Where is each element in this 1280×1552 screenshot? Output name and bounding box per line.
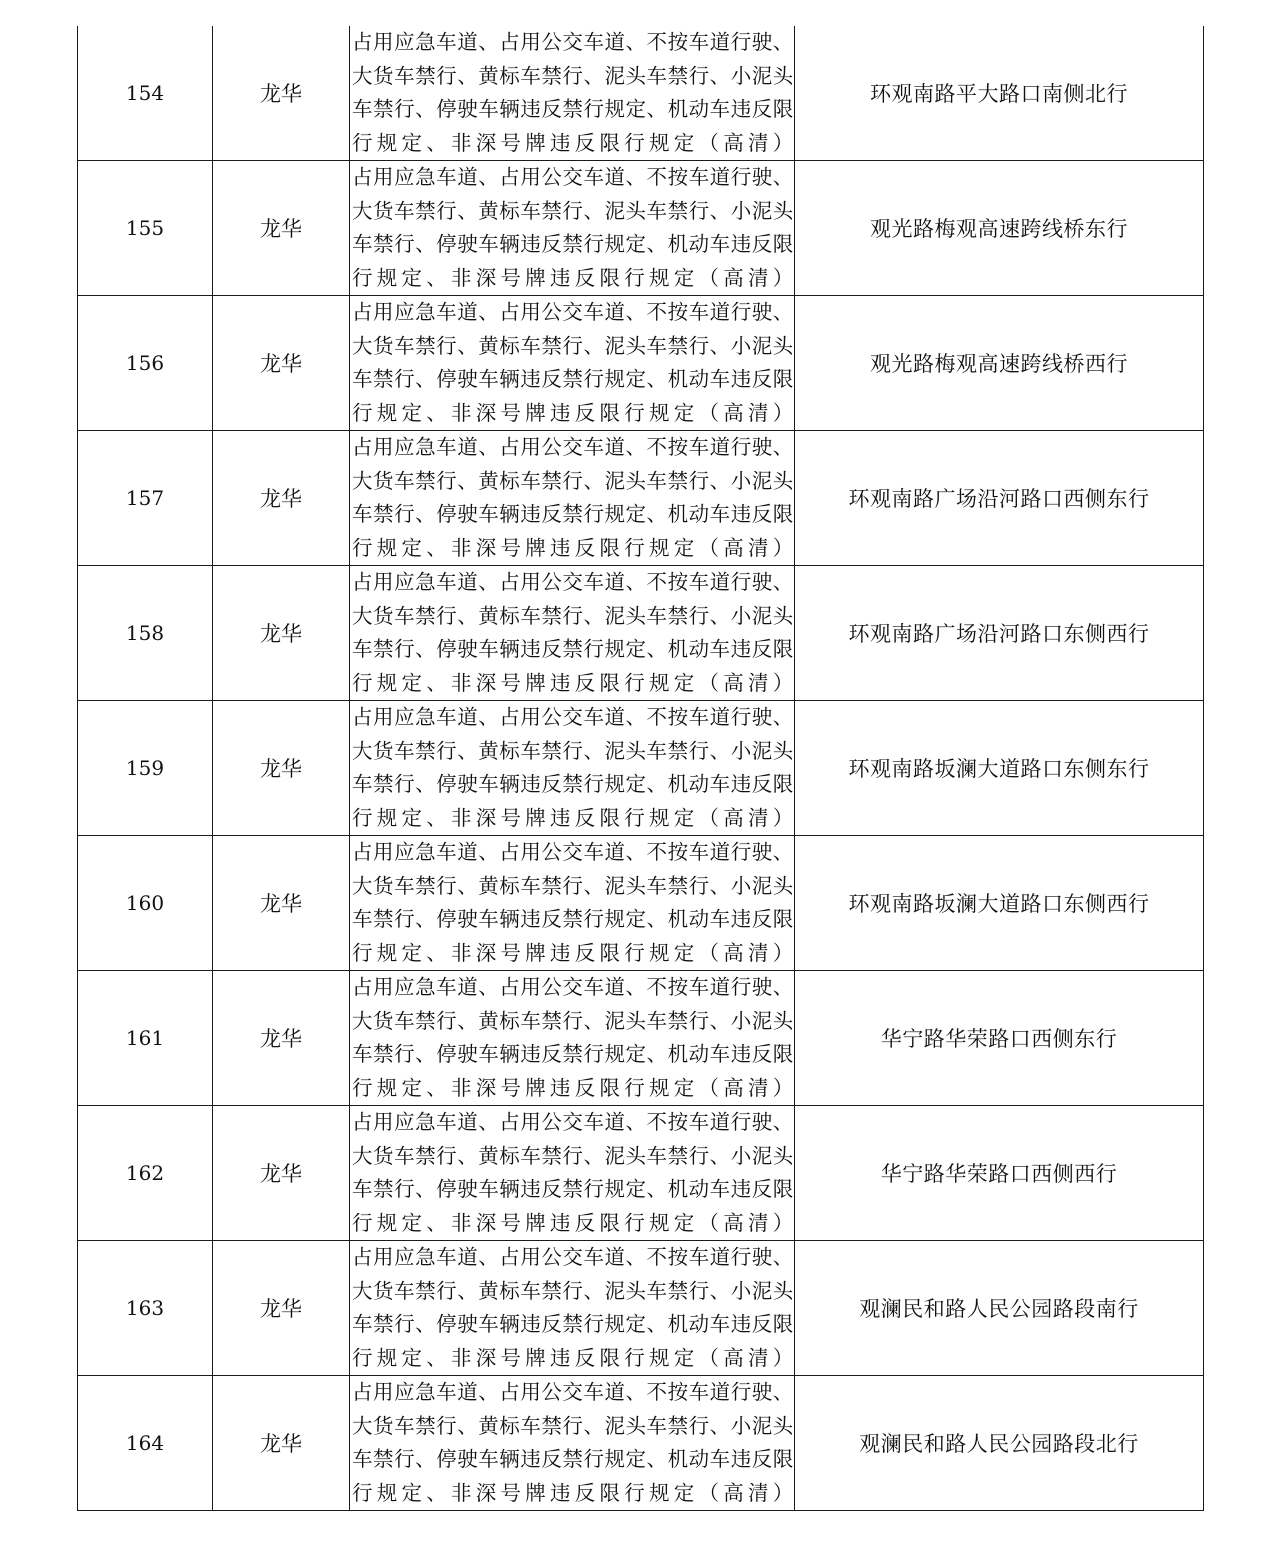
row-number: 163 bbox=[78, 1241, 213, 1376]
violation-types bbox=[350, 1241, 795, 1376]
district: 龙华 bbox=[213, 1241, 350, 1376]
violation-types-text: 占用应急车道、占用公交车道、不按车道行驶、大货车禁行、黄标车禁行、泥头车禁行、小泥头车禁行、停驶车辆违反禁行规定、机动车违反限行规定、非深号牌违反限行规定（高清） bbox=[352, 570, 793, 695]
row-number: 162 bbox=[78, 1106, 213, 1241]
table-row bbox=[78, 431, 1204, 566]
enforcement-location-table bbox=[77, 26, 1204, 1511]
table-row bbox=[78, 296, 1204, 431]
district: 龙华 bbox=[213, 836, 350, 971]
district: 龙华 bbox=[213, 971, 350, 1106]
row-number: 160 bbox=[78, 836, 213, 971]
table-row bbox=[78, 161, 1204, 296]
camera-location: 环观南路平大路口南侧北行 bbox=[795, 26, 1204, 161]
camera-location: 观光路梅观高速跨线桥西行 bbox=[795, 296, 1204, 431]
violation-types bbox=[350, 701, 795, 836]
camera-location: 环观南路广场沿河路口西侧东行 bbox=[795, 431, 1204, 566]
table-row bbox=[78, 1376, 1204, 1511]
district: 龙华 bbox=[213, 566, 350, 701]
violation-types bbox=[350, 26, 795, 161]
row-number: 159 bbox=[78, 701, 213, 836]
violation-types bbox=[350, 1106, 795, 1241]
district: 龙华 bbox=[213, 701, 350, 836]
district: 龙华 bbox=[213, 296, 350, 431]
row-number: 161 bbox=[78, 971, 213, 1106]
violation-types-text: 占用应急车道、占用公交车道、不按车道行驶、大货车禁行、黄标车禁行、泥头车禁行、小泥头车禁行、停驶车辆违反禁行规定、机动车违反限行规定、非深号牌违反限行规定（高清） bbox=[352, 300, 793, 425]
violation-types-text: 占用应急车道、占用公交车道、不按车道行驶、大货车禁行、黄标车禁行、泥头车禁行、小泥头车禁行、停驶车辆违反禁行规定、机动车违反限行规定、非深号牌违反限行规定（高清） bbox=[352, 975, 793, 1100]
district: 龙华 bbox=[213, 161, 350, 296]
table-row bbox=[78, 1241, 1204, 1376]
violation-types-text: 占用应急车道、占用公交车道、不按车道行驶、大货车禁行、黄标车禁行、泥头车禁行、小泥头车禁行、停驶车辆违反禁行规定、机动车违反限行规定、非深号牌违反限行规定（高清） bbox=[352, 705, 793, 830]
row-number: 158 bbox=[78, 566, 213, 701]
camera-location: 华宁路华荣路口西侧东行 bbox=[795, 971, 1204, 1106]
district: 龙华 bbox=[213, 26, 350, 161]
table-body bbox=[78, 26, 1204, 1511]
violation-types bbox=[350, 836, 795, 971]
row-number: 156 bbox=[78, 296, 213, 431]
camera-location: 观澜民和路人民公园路段北行 bbox=[795, 1376, 1204, 1511]
table-row bbox=[78, 566, 1204, 701]
violation-types-text: 占用应急车道、占用公交车道、不按车道行驶、大货车禁行、黄标车禁行、泥头车禁行、小泥头车禁行、停驶车辆违反禁行规定、机动车违反限行规定、非深号牌违反限行规定（高清） bbox=[352, 1110, 793, 1235]
violation-types-text: 占用应急车道、占用公交车道、不按车道行驶、大货车禁行、黄标车禁行、泥头车禁行、小泥头车禁行、停驶车辆违反禁行规定、机动车违反限行规定、非深号牌违反限行规定（高清） bbox=[352, 165, 793, 290]
table-row bbox=[78, 836, 1204, 971]
table-row bbox=[78, 26, 1204, 161]
camera-location: 观光路梅观高速跨线桥东行 bbox=[795, 161, 1204, 296]
violation-types bbox=[350, 431, 795, 566]
camera-location: 环观南路广场沿河路口东侧西行 bbox=[795, 566, 1204, 701]
camera-location: 观澜民和路人民公园路段南行 bbox=[795, 1241, 1204, 1376]
table-row bbox=[78, 701, 1204, 836]
table-row bbox=[78, 971, 1204, 1106]
violation-types bbox=[350, 971, 795, 1106]
row-number: 157 bbox=[78, 431, 213, 566]
violation-types bbox=[350, 566, 795, 701]
district: 龙华 bbox=[213, 1376, 350, 1511]
row-number: 154 bbox=[78, 26, 213, 161]
violation-types bbox=[350, 1376, 795, 1511]
violation-types bbox=[350, 296, 795, 431]
violation-types-text: 占用应急车道、占用公交车道、不按车道行驶、大货车禁行、黄标车禁行、泥头车禁行、小泥头车禁行、停驶车辆违反禁行规定、机动车违反限行规定、非深号牌违反限行规定（高清） bbox=[352, 435, 793, 560]
row-number: 155 bbox=[78, 161, 213, 296]
violation-types-text: 占用应急车道、占用公交车道、不按车道行驶、大货车禁行、黄标车禁行、泥头车禁行、小泥头车禁行、停驶车辆违反禁行规定、机动车违反限行规定、非深号牌违反限行规定（高清） bbox=[352, 1380, 793, 1505]
camera-location: 华宁路华荣路口西侧西行 bbox=[795, 1106, 1204, 1241]
violation-types-text: 占用应急车道、占用公交车道、不按车道行驶、大货车禁行、黄标车禁行、泥头车禁行、小泥头车禁行、停驶车辆违反禁行规定、机动车违反限行规定、非深号牌违反限行规定（高清） bbox=[352, 30, 793, 155]
row-number: 164 bbox=[78, 1376, 213, 1511]
district: 龙华 bbox=[213, 1106, 350, 1241]
table-row bbox=[78, 1106, 1204, 1241]
violation-types bbox=[350, 161, 795, 296]
district: 龙华 bbox=[213, 431, 350, 566]
camera-location: 环观南路坂澜大道路口东侧西行 bbox=[795, 836, 1204, 971]
camera-location: 环观南路坂澜大道路口东侧东行 bbox=[795, 701, 1204, 836]
violation-types-text: 占用应急车道、占用公交车道、不按车道行驶、大货车禁行、黄标车禁行、泥头车禁行、小泥头车禁行、停驶车辆违反禁行规定、机动车违反限行规定、非深号牌违反限行规定（高清） bbox=[352, 840, 793, 965]
violation-types-text: 占用应急车道、占用公交车道、不按车道行驶、大货车禁行、黄标车禁行、泥头车禁行、小泥头车禁行、停驶车辆违反禁行规定、机动车违反限行规定、非深号牌违反限行规定（高清） bbox=[352, 1245, 793, 1370]
